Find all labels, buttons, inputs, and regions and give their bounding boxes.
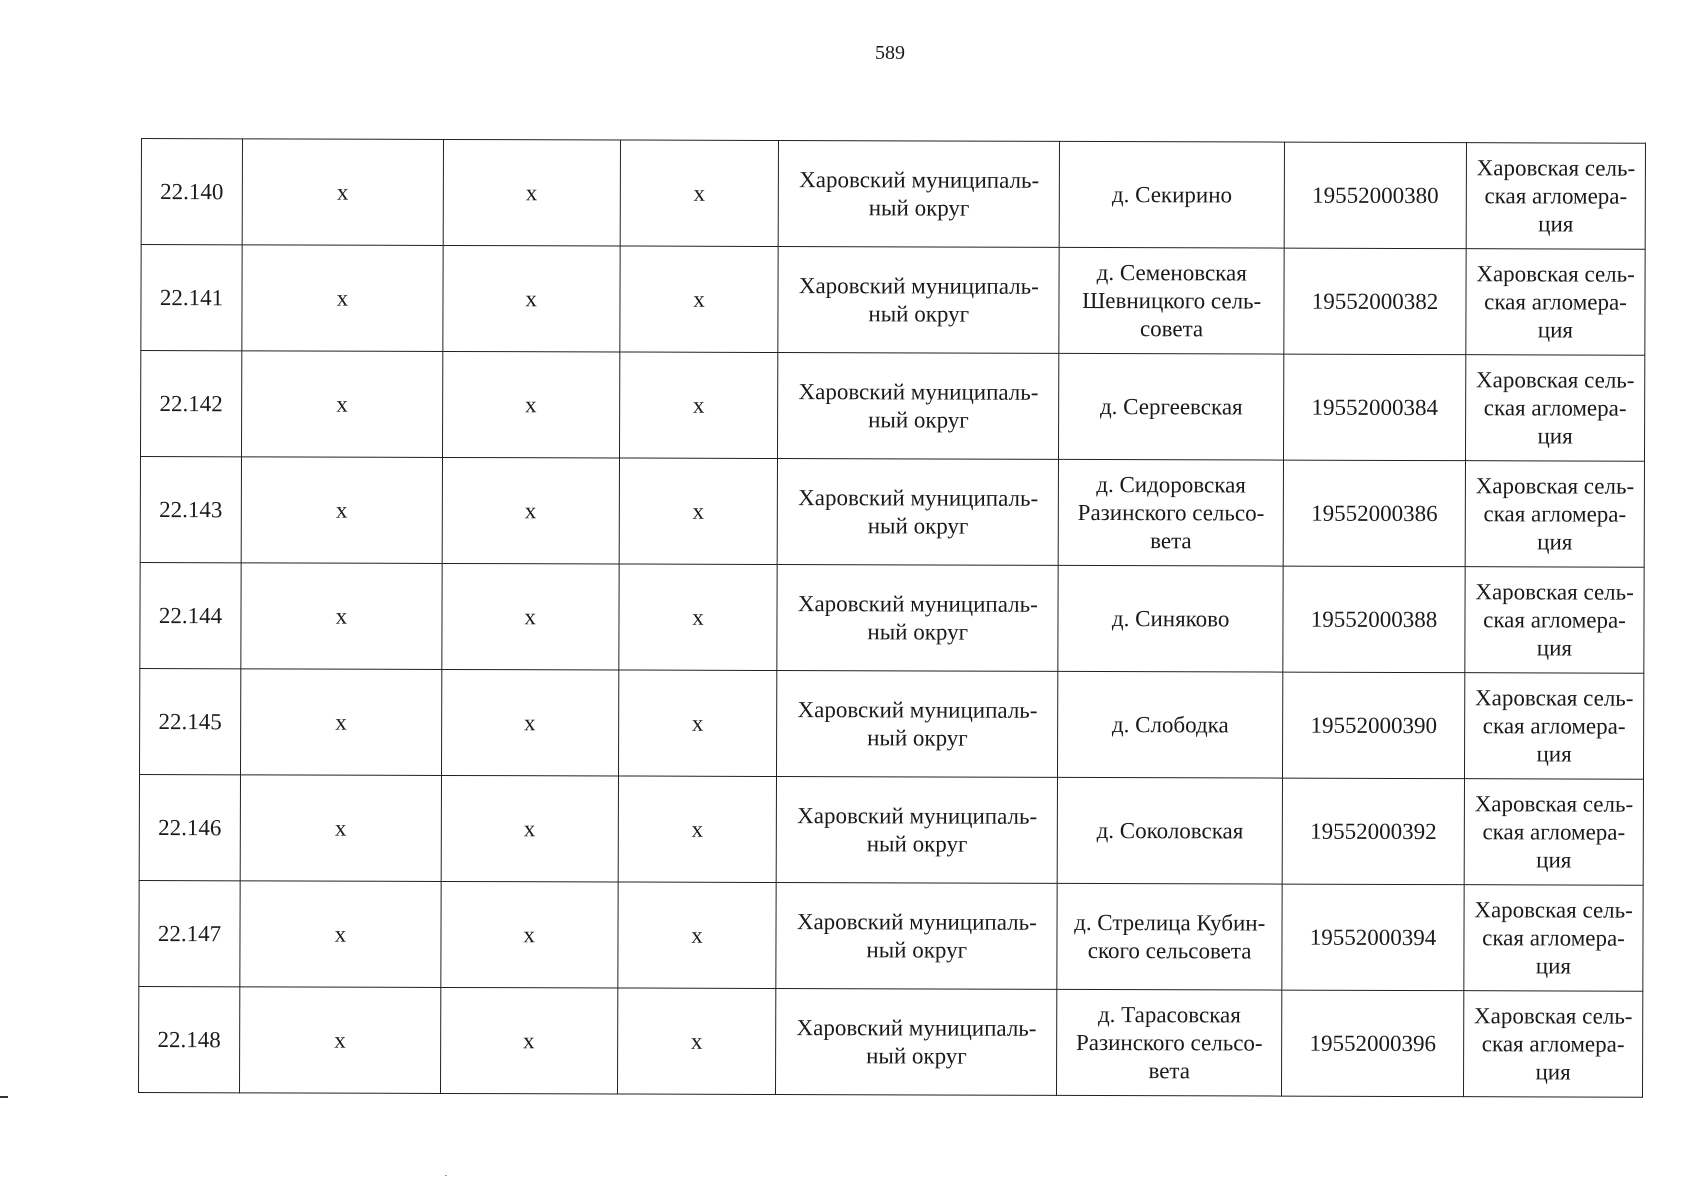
agglomeration-cell-line: Харовская сель- <box>1475 472 1635 499</box>
row-number-cell: 22.144 <box>140 562 241 668</box>
locality-cell-line: Разинского сельсо- <box>1077 499 1265 526</box>
agglomeration-cell-line: ция <box>1537 316 1574 342</box>
municipality-cell <box>776 988 1057 1095</box>
agglomeration-cell-line: ция <box>1536 740 1572 766</box>
municipality-cell <box>777 565 1058 672</box>
municipality-cell-line: ный округ <box>868 300 970 327</box>
municipality-cell-line: ный округ <box>867 618 969 645</box>
locality-cell-line: д. Стрелица Кубин- <box>1074 909 1266 936</box>
placeholder-cell-2: х <box>441 881 618 988</box>
agglomeration-cell <box>1465 567 1644 674</box>
placeholder-cell-2: х <box>441 669 618 776</box>
placeholder-cell-1: х <box>240 669 441 776</box>
placeholder-cell-1: х <box>241 351 442 458</box>
locality-cell-line: д. Синяково <box>1111 605 1230 631</box>
agglomeration-cell-line: ция <box>1535 1058 1571 1084</box>
locality-cell <box>1058 459 1283 566</box>
municipality-cell-line: ный округ <box>866 936 968 963</box>
municipality-cell-line: Харовский муниципаль- <box>797 802 1038 829</box>
placeholder-cell-1: х <box>241 563 442 670</box>
placeholder-cell-3: х <box>617 882 776 988</box>
row-number-cell: 22.140 <box>141 139 242 245</box>
agglomeration-cell-line: ская агломера- <box>1483 394 1627 421</box>
page-number: 589 <box>875 42 905 64</box>
row-number-cell: 22.141 <box>141 245 242 351</box>
placeholder-cell-3: х <box>620 140 779 246</box>
agglomeration-cell-line: Харовская сель- <box>1476 366 1635 393</box>
row-number-cell: 22.148 <box>139 986 240 1092</box>
locality-cell <box>1057 989 1282 1096</box>
agglomeration-cell-line: ская агломера- <box>1481 1030 1625 1057</box>
agglomeration-cell-line: ция <box>1537 422 1573 448</box>
agglomeration-cell-line: ция <box>1535 952 1572 978</box>
placeholder-cell-3: х <box>619 458 778 564</box>
table-body <box>139 139 1646 1098</box>
locality-cell-line: д. Секирино <box>1111 181 1233 207</box>
locality-cell <box>1059 353 1284 460</box>
agglomeration-cell-line: Харовская сель- <box>1474 790 1634 817</box>
scan-speck <box>445 1175 447 1176</box>
agglomeration-cell-line: ская агломера- <box>1483 500 1627 527</box>
locality-cell-line: д. Тарасовская <box>1097 1001 1241 1027</box>
municipality-cell <box>778 247 1059 354</box>
placeholder-cell-1: х <box>242 245 443 352</box>
municipality-cell-line: Харовский муниципаль- <box>798 272 1039 299</box>
oktmo-code-cell: 19552000384 <box>1284 354 1466 461</box>
locality-cell-line: совета <box>1139 315 1204 341</box>
agglomeration-cell-line: Харовская сель- <box>1475 578 1634 605</box>
agglomeration-cell-line: ция <box>1538 210 1574 237</box>
agglomeration-cell <box>1466 355 1645 462</box>
row-number-cell: 22.147 <box>139 880 240 986</box>
municipality-cell <box>777 671 1058 778</box>
locality-cell <box>1057 777 1282 884</box>
placeholder-cell-2: х <box>441 775 618 882</box>
locality-cell-line: ского сельсовета <box>1087 937 1252 963</box>
placeholder-cell-3: х <box>618 564 777 670</box>
settlements-table <box>138 138 1646 1098</box>
locality-cell-line: вета <box>1148 1057 1191 1083</box>
municipality-cell-line: ный округ <box>867 512 969 539</box>
municipality-cell-line: ный округ <box>866 830 968 857</box>
agglomeration-cell <box>1464 885 1643 992</box>
row-number-cell: 22.146 <box>139 774 240 880</box>
placeholder-cell-1: х <box>240 775 441 882</box>
locality-cell <box>1059 141 1284 248</box>
table-row <box>139 986 1643 1097</box>
agglomeration-cell-line: Харовская сель- <box>1475 684 1634 711</box>
agglomeration-cell-line: Харовская сель- <box>1476 154 1636 181</box>
agglomeration-cell-line: ция <box>1536 846 1572 872</box>
agglomeration-cell-line: Харовская сель- <box>1474 896 1633 923</box>
agglomeration-cell <box>1466 143 1645 250</box>
agglomeration-cell-line: ская агломера- <box>1483 606 1626 633</box>
placeholder-cell-1: х <box>242 139 443 246</box>
municipality-cell-line: Харовский муниципаль- <box>799 166 1040 193</box>
municipality-cell-line: ный округ <box>868 406 969 433</box>
table-row <box>140 668 1644 779</box>
municipality-cell-line: ный округ <box>868 194 970 221</box>
locality-cell-line: д. Сидоровская <box>1096 471 1246 497</box>
placeholder-cell-3: х <box>619 352 778 458</box>
municipality-cell-line: Харовский муниципаль- <box>797 696 1038 723</box>
placeholder-cell-2: х <box>442 563 619 670</box>
oktmo-code-cell: 19552000390 <box>1283 672 1465 779</box>
locality-cell-line: Разинского сельсо- <box>1076 1029 1263 1056</box>
locality-cell-line: д. Семеновская <box>1096 259 1247 285</box>
agglomeration-cell-line: ская агломера- <box>1484 288 1627 315</box>
placeholder-cell-2: х <box>443 245 620 352</box>
municipality-cell <box>778 353 1059 460</box>
agglomeration-cell-line: Харовская сель- <box>1474 1002 1633 1029</box>
locality-cell-line: д. Сергеевская <box>1099 393 1243 419</box>
placeholder-cell-3: х <box>618 776 777 882</box>
table-row <box>141 139 1645 250</box>
placeholder-cell-2: х <box>442 351 619 458</box>
municipality-cell <box>778 459 1059 566</box>
row-number-cell: 22.143 <box>140 457 241 563</box>
municipality-cell-line: ный округ <box>867 724 968 751</box>
table-row <box>140 457 1644 568</box>
locality-cell <box>1058 671 1283 778</box>
agglomeration-cell <box>1464 991 1643 1098</box>
oktmo-code-cell: 19552000394 <box>1282 884 1464 991</box>
locality-cell-line: д. Соколовская <box>1096 817 1244 843</box>
margin-mark <box>0 1096 8 1098</box>
table-row <box>141 245 1645 356</box>
locality-cell <box>1057 883 1282 990</box>
municipality-cell-line: Харовский муниципаль- <box>798 484 1039 511</box>
placeholder-cell-2: х <box>442 457 619 564</box>
municipality-cell-line: Харовский муниципаль- <box>797 590 1038 617</box>
locality-cell <box>1059 247 1284 354</box>
agglomeration-cell-line: ская агломера- <box>1484 182 1628 209</box>
placeholder-cell-2: х <box>440 987 617 1094</box>
agglomeration-cell-line: ция <box>1537 528 1573 554</box>
placeholder-cell-1: х <box>241 457 442 564</box>
oktmo-code-cell: 19552000380 <box>1284 142 1466 249</box>
oktmo-code-cell: 19552000396 <box>1282 990 1464 1097</box>
table-row <box>139 880 1643 991</box>
agglomeration-cell-line: Харовская сель- <box>1476 260 1635 287</box>
oktmo-code-cell: 19552000382 <box>1284 248 1466 355</box>
placeholder-cell-3: х <box>618 670 777 776</box>
locality-cell-line: Шевницкого сель- <box>1082 287 1262 314</box>
table-row <box>140 351 1644 462</box>
agglomeration-cell <box>1466 249 1645 356</box>
municipality-cell-line: Харовский муниципаль- <box>796 908 1037 935</box>
municipality-cell <box>779 141 1060 248</box>
placeholder-cell-2: х <box>443 139 620 246</box>
placeholder-cell-1: х <box>240 881 441 988</box>
oktmo-code-cell: 19552000386 <box>1283 460 1465 567</box>
locality-cell-line: д. Слободка <box>1111 711 1229 737</box>
table-row <box>139 774 1643 885</box>
agglomeration-cell <box>1465 673 1644 780</box>
agglomeration-cell <box>1465 461 1644 568</box>
agglomeration-cell-line: ская агломера- <box>1482 712 1626 739</box>
municipality-cell-line: Харовский муниципаль- <box>796 1014 1037 1041</box>
placeholder-cell-3: х <box>617 988 776 1094</box>
placeholder-cell-3: х <box>619 246 778 352</box>
agglomeration-cell-line: ская агломера- <box>1482 924 1625 951</box>
row-number-cell: 22.145 <box>140 668 241 774</box>
municipality-cell-line: Харовский муниципаль- <box>798 378 1039 405</box>
oktmo-code-cell: 19552000388 <box>1283 566 1465 673</box>
table-row <box>140 562 1644 673</box>
row-number-cell: 22.142 <box>140 351 241 457</box>
oktmo-code-cell: 19552000392 <box>1282 778 1464 885</box>
agglomeration-cell-line: ская агломера- <box>1482 818 1626 845</box>
locality-cell-line: вета <box>1150 527 1192 553</box>
agglomeration-cell <box>1464 779 1643 886</box>
placeholder-cell-1: х <box>239 987 440 1094</box>
municipality-cell-line: ный округ <box>866 1042 967 1069</box>
municipality-cell <box>776 883 1057 990</box>
municipality-cell <box>777 777 1058 884</box>
agglomeration-cell-line: ция <box>1536 634 1573 660</box>
locality-cell <box>1058 565 1283 672</box>
